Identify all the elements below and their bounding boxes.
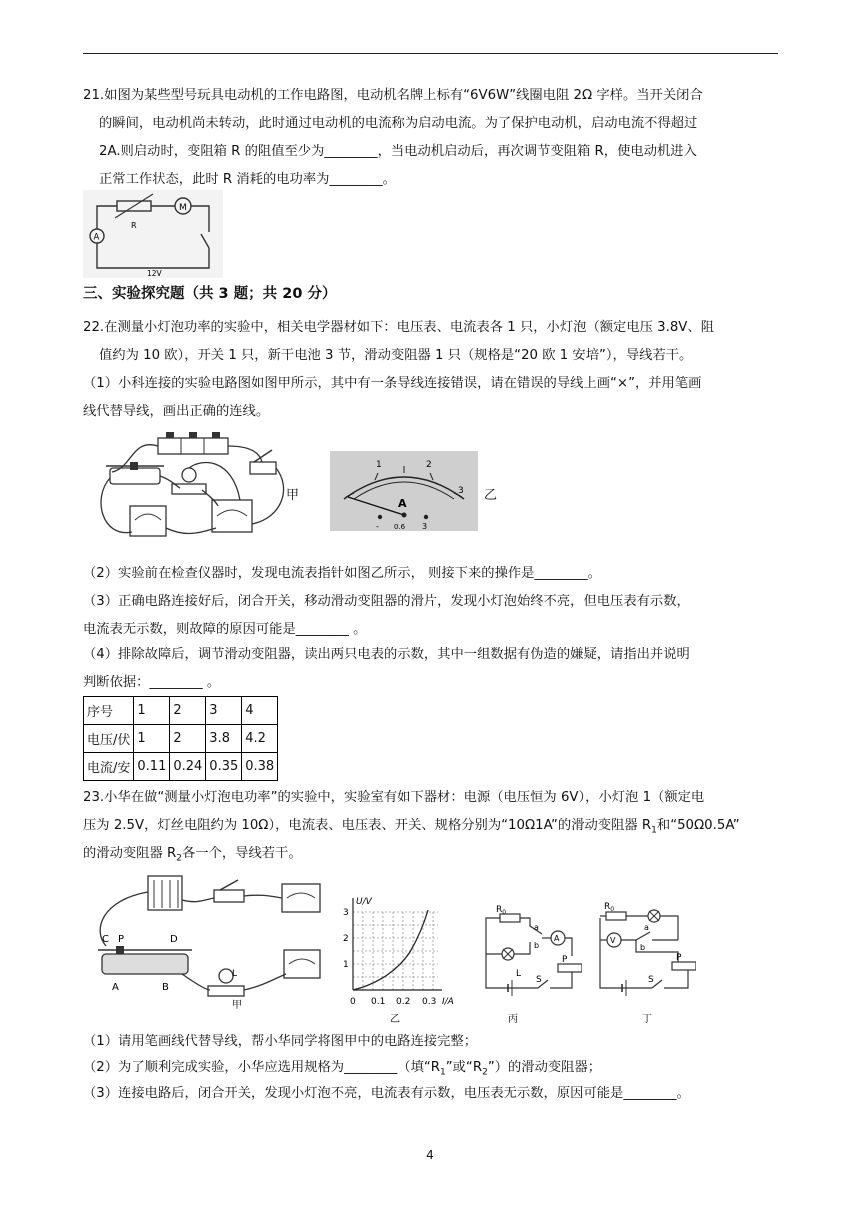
table-row: [84, 753, 278, 781]
page-number: 4: [426, 1148, 434, 1162]
q21-line4: 正常工作状态，此时 R 消耗的电功率为________。: [99, 172, 396, 187]
graph-xtick-3: 0.3: [422, 997, 437, 1007]
q21-label-M: M: [179, 203, 187, 213]
q23-circuit-figure-ding: [592, 900, 696, 1026]
table-cell: 电压/伏: [84, 725, 134, 753]
graph-ylabel: U/V: [356, 897, 372, 907]
q23-line3-tail: 各一个，导线若干。: [181, 846, 302, 861]
ding-label-P: P: [676, 953, 682, 963]
table-cell: 0.35: [206, 753, 242, 781]
table-cell: 3.8: [206, 725, 242, 753]
bing-label-L: L: [516, 969, 522, 979]
graph-xtick-0: 0: [350, 997, 356, 1007]
q23-sub2-tail: ”）的滑动变阻器；: [487, 1060, 602, 1075]
q22-fig-label-jia: 甲: [286, 488, 300, 503]
q22-fig-label-yi: 乙: [484, 488, 498, 503]
table-cell: 0.38: [242, 753, 278, 781]
ding-label-a: a: [644, 923, 649, 932]
ui-curve: [353, 910, 428, 990]
q23-line3-head: 的滑动变阻器 R: [83, 846, 177, 861]
q23-line1: 23.小华在做“测量小灯泡电功率”的实验中，实验室有如下器材：电源（电压恒为 6V），小灯泡 1（额定电: [83, 790, 705, 805]
bing-label-b: b: [534, 941, 540, 950]
jia-label-P: P: [118, 934, 125, 945]
q23-ui-graph-yi: [338, 890, 464, 1026]
q22-apparatus-figure-jia: [92, 428, 292, 550]
q22-sub4-line1: （4）排除故障后，调节滑动变阻器，读出两只电表的示数，其中一组数据有伪造的嫌疑，请指出并说明: [83, 647, 690, 662]
graph-xlabel: I/A: [442, 997, 454, 1007]
jia-label-L: L: [232, 969, 238, 979]
ding-label-S: S: [648, 975, 654, 985]
table-cell: 4: [242, 697, 278, 725]
table-cell: 0.24: [170, 753, 206, 781]
table-cell: 2: [170, 725, 206, 753]
q22-data-table: [83, 696, 278, 781]
table-cell: 电流/安: [84, 753, 134, 781]
q22-sub4-line2: 判断依据：________ 。: [83, 675, 221, 690]
bing-label-a: a: [534, 923, 539, 932]
bing-label-A: A: [554, 934, 560, 943]
jia-caption: 甲: [232, 1000, 242, 1010]
q22-sub3-line1: （3）正确电路连接好后，闭合开关，移动滑动变阻器的滑片，发现小灯泡始终不亮，但电压表有示数，: [83, 594, 690, 609]
graph-xtick-1: 0.1: [371, 997, 386, 1007]
header-rule: [83, 53, 778, 54]
q23-sub2-sub1: 1: [440, 1067, 446, 1078]
jia-label-B: B: [162, 982, 169, 993]
q22-sub3-line2: 电流表无示数，则故障的原因可能是________ 。: [83, 622, 367, 637]
q23-line2-tail: 和“50Ω0.5A”: [656, 818, 740, 833]
meter-term-minus: -: [376, 522, 379, 531]
q21-label-R: R: [131, 221, 137, 230]
q23-line2-head: 压为 2.5V，灯丝电阻约为 10Ω），电流表、电压表、开关、规格分别为“10Ω1A”的滑动变阻器 R: [83, 818, 652, 833]
q23-sub2-sub2: 2: [482, 1067, 488, 1078]
q23-apparatus-figure-jia: [92, 870, 342, 1010]
q22-sub1-line2: 线代替导线，画出正确的连线。: [83, 404, 270, 419]
jia-label-C: C: [102, 934, 109, 945]
meter-scale-2: 2: [426, 460, 432, 470]
q22-line2: 值约为 10 欧），开关 1 只，新干电池 3 节，滑动变阻器 1 只（规格是“20 欧 1 安培”），导线若干。: [99, 348, 693, 363]
graph-ytick-2: 2: [343, 934, 349, 944]
bing-label-S: S: [536, 975, 542, 985]
q21-label-voltage: 12V: [147, 269, 162, 278]
ding-label-b: b: [640, 943, 646, 952]
graph-ytick-1: 1: [343, 960, 349, 970]
jia-label-A: A: [112, 982, 119, 993]
table-cell: 序号: [84, 697, 134, 725]
section3-heading: 三、实验探究题（共 3 题；共 20 分）: [83, 286, 337, 302]
q21-line3: 2A.则启动时，变阻箱 R 的阻值至少为________，当电动机启动后，再次调节变阻箱 R，使电动机进入: [99, 144, 697, 159]
ding-label-R0: $R_0$: [604, 902, 615, 913]
ding-caption: 丁: [642, 1014, 652, 1025]
q21-label-A: A: [93, 232, 100, 243]
q21-circuit-figure: [83, 190, 223, 278]
table-row: [84, 697, 278, 725]
q23-line2-sub: 1: [651, 825, 657, 836]
q23-sub1: （1）请用笔画线代替导线，帮小华同学将图甲中的电路连接完整；: [83, 1034, 478, 1049]
graph-xtick-2: 0.2: [396, 997, 411, 1007]
q23-line3: [83, 840, 783, 873]
meter-scale-1: 1: [376, 460, 382, 470]
meter-term-3: 3: [422, 522, 428, 531]
graph-caption: 乙: [390, 1014, 400, 1025]
q22-sub2: （2）实验前在检查仪器时，发现电流表指针如图乙所示， 则接下来的操作是________。: [83, 566, 601, 581]
table-row: [84, 725, 278, 753]
table-cell: 3: [206, 697, 242, 725]
q23-circuit-figure-bing: [478, 900, 582, 1026]
q22-sub1-line1: （1）小科连接的实验电路图如图甲所示，其中有一条导线连接错误，请在错误的导线上画“×”，并用笔画: [83, 376, 702, 391]
q23-sub2-mid: ”或“R: [445, 1060, 483, 1075]
meter-scale-3: 3: [458, 486, 464, 496]
meter-unit: A: [398, 497, 407, 510]
meter-term-06: 0.6: [394, 523, 406, 531]
q23-sub3: （3）连接电路后，闭合开关，发现小灯泡不亮，电流表有示数，电压表无示数，原因可能是________。: [83, 1086, 690, 1101]
q22-line1: 22.在测量小灯泡功率的实验中，相关电学器材如下：电压表、电流表各 1 只，小灯泡（额定电压 3.8V、阻: [83, 320, 714, 335]
q21-line2: 的瞬间，电动机尚未转动，此时通过电动机的电流称为启动电流。为了保护电动机，启动电流不得超过: [99, 116, 698, 131]
bing-caption: 丙: [508, 1014, 518, 1025]
q23-sub2-head: （2）为了顺利完成实验，小华应选用规格为________（填“R: [83, 1060, 441, 1075]
q23-line3-sub: 2: [176, 853, 182, 864]
table-cell: 1: [134, 697, 170, 725]
bing-label-R0: $R_0$: [496, 905, 507, 916]
graph-ytick-3: 3: [343, 908, 349, 918]
table-cell: 1: [134, 725, 170, 753]
bing-label-P: P: [562, 955, 568, 965]
q21-line1: 21.如图为某些型号玩具电动机的工作电路图，电动机名牌上标有“6V6W”线圈电阻 2Ω 字样。当开关闭合: [83, 88, 703, 103]
table-cell: 0.11: [134, 753, 170, 781]
table-cell: 4.2: [242, 725, 278, 753]
ding-label-V: V: [610, 936, 616, 945]
table-cell: 2: [170, 697, 206, 725]
q22-ammeter-figure-yi: [330, 451, 478, 531]
jia-label-D: D: [170, 934, 178, 945]
